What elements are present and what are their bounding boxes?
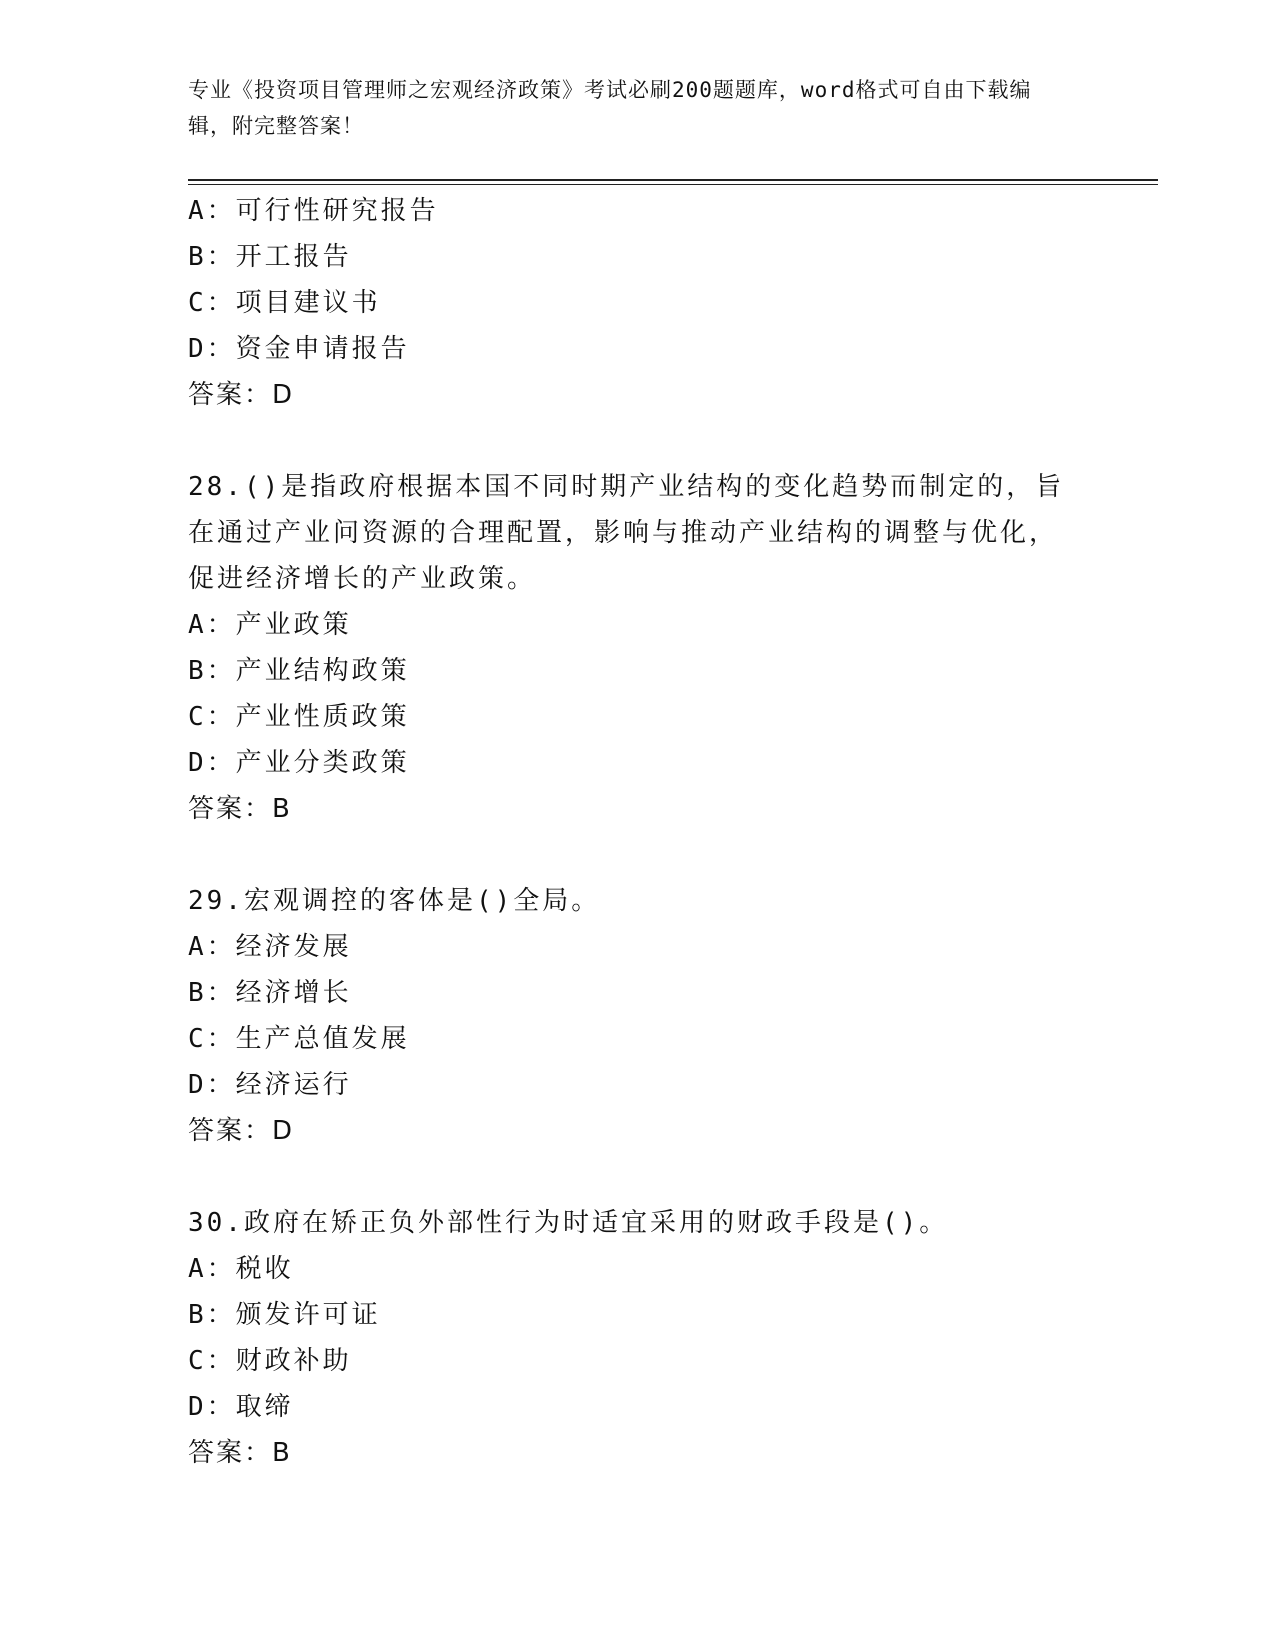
- option-d: D：取缔: [188, 1392, 294, 1422]
- question-stem: 29.宏观调控的客体是()全局。: [188, 886, 601, 916]
- question-spacer: [188, 418, 1088, 464]
- question-block-partial: [188, 188, 1088, 418]
- option-c: C：财政补助: [188, 1346, 352, 1376]
- option-d: D：产业分类政策: [188, 748, 410, 778]
- question-block-30: [188, 1200, 1088, 1476]
- option-d: D：资金申请报告: [188, 334, 410, 364]
- option-d: D：经济运行: [188, 1070, 352, 1100]
- header-divider-thick: [188, 179, 1158, 181]
- option-a: A：产业政策: [188, 610, 352, 640]
- option-b: B：经济增长: [188, 978, 352, 1008]
- option-b: B：产业结构政策: [188, 656, 410, 686]
- answer-line: 答案：B: [188, 1438, 292, 1468]
- option-a: A：经济发展: [188, 932, 352, 962]
- question-spacer: [188, 832, 1088, 878]
- question-list: [188, 188, 1088, 1476]
- answer-line: 答案：B: [188, 794, 292, 824]
- option-b: B：颁发许可证: [188, 1300, 381, 1330]
- option-c: C：生产总值发展: [188, 1024, 410, 1054]
- document-header: 专业《投资项目管理师之宏观经济政策》考试必刷200题题库，word格式可自由下载编辑，附完整答案！: [188, 78, 1032, 138]
- question-block-29: [188, 878, 1088, 1154]
- answer-line: 答案：D: [188, 1116, 295, 1146]
- option-b: B：开工报告: [188, 242, 352, 272]
- question-stem: 30.政府在矫正负外部性行为时适宜采用的财政手段是()。: [188, 1208, 949, 1238]
- question-spacer: [188, 1154, 1088, 1200]
- option-a: A：可行性研究报告: [188, 196, 439, 226]
- option-c: C：项目建议书: [188, 288, 381, 318]
- question-block-28: [188, 464, 1088, 832]
- question-stem: 28.()是指政府根据本国不同时期产业结构的变化趋势而制定的，旨在通过产业问资源的合理配置，影响与推动产业结构的调整与优化，促进经济增长的产业政策。: [188, 472, 1065, 594]
- answer-line: 答案：D: [188, 380, 295, 410]
- header-divider-thin: [188, 184, 1158, 185]
- option-c: C：产业性质政策: [188, 702, 410, 732]
- option-a: A：税收: [188, 1254, 294, 1284]
